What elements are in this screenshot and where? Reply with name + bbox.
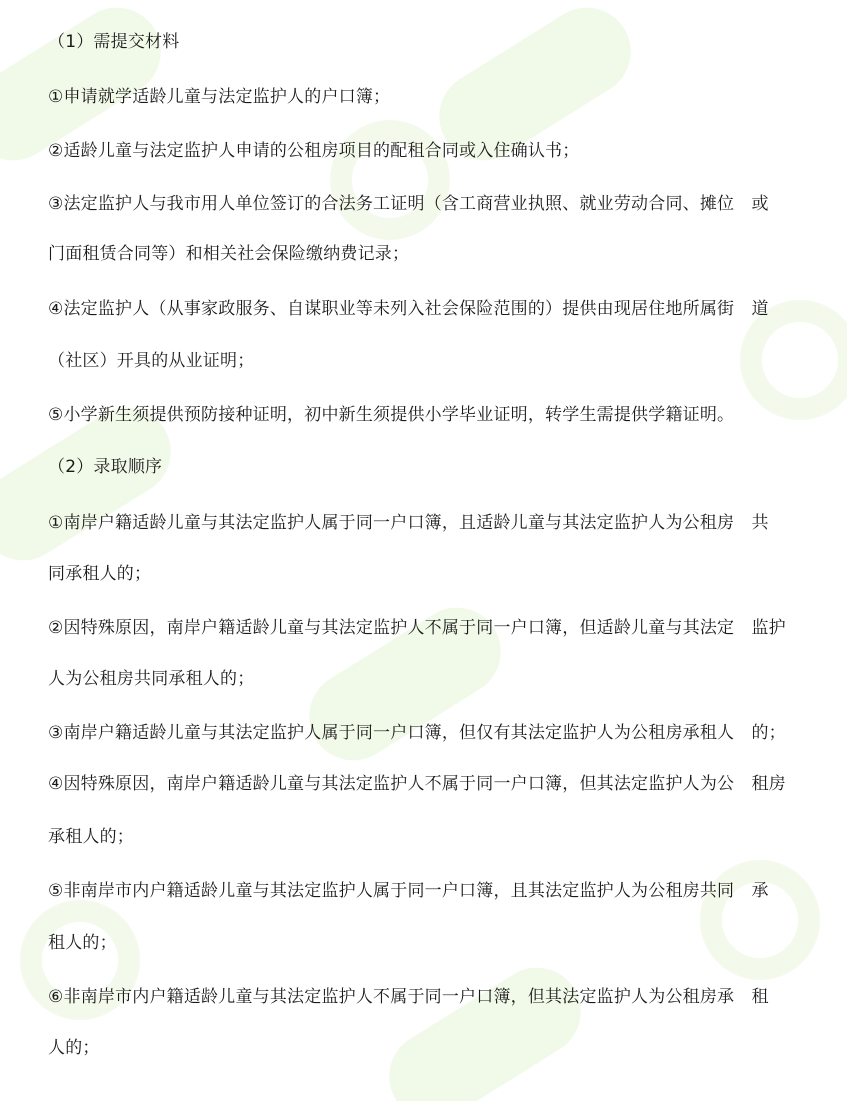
order-item-2: ②因特殊原因，南岸户籍适龄儿童与其法定监护人不属于同一户口簿，但适龄儿童与其法定 监护	[48, 618, 786, 638]
materials-item-4: ④法定监护人（从事家政服务、自谋职业等未列入社会保险范围的）提供由现居住地所属街 道	[48, 299, 769, 319]
section-heading-materials: （1）需提交材料	[48, 32, 180, 52]
section-heading-admission-order: （2）录取顺序	[48, 457, 163, 477]
materials-item-5: ⑤小学新生须提供预防接种证明，初中新生须提供小学毕业证明，转学生需提供学籍证明。	[48, 405, 735, 425]
order-item-1: ①南岸户籍适龄儿童与其法定监护人属于同一户口簿，且适龄儿童与其法定监护人为公租房 共	[48, 513, 769, 533]
order-item-2-cont: 人为公租房共同承租人的；	[48, 669, 255, 689]
order-item-5: ⑤非南岸市内户籍适龄儿童与其法定监护人属于同一户口簿，且其法定监护人为公租房共同 承	[48, 881, 769, 901]
order-item-1-cont: 同承租人的；	[48, 564, 152, 584]
order-item-3: ③南岸户籍适龄儿童与其法定监护人属于同一户口簿，但仅有其法定监护人为公租房承租人 的；	[48, 723, 786, 743]
order-item-4-cont: 承租人的；	[48, 827, 134, 847]
order-item-4: ④因特殊原因，南岸户籍适龄儿童与其法定监护人不属于同一户口簿，但其法定监护人为公 租房	[48, 774, 786, 794]
materials-item-1: ①申请就学适龄儿童与法定监护人的户口簿；	[48, 87, 391, 107]
materials-item-3-cont: 门面租赁合同等）和相关社会保险缴纳费记录；	[48, 244, 410, 264]
materials-item-4-cont: （社区）开具的从业证明；	[48, 351, 255, 371]
order-item-6: ⑥非南岸市内户籍适龄儿童与其法定监护人不属于同一户口簿，但其法定监护人为公租房承 租	[48, 987, 769, 1007]
order-item-6-cont: 人的；	[48, 1038, 100, 1058]
materials-item-3: ③法定监护人与我市用人单位签订的合法务工证明（含工商营业执照、就业劳动合同、摊位 或	[48, 194, 769, 214]
order-item-5-cont: 租人的；	[48, 933, 117, 953]
materials-item-2: ②适龄儿童与法定监护人申请的公租房项目的配租合同或入住确认书；	[48, 141, 580, 161]
